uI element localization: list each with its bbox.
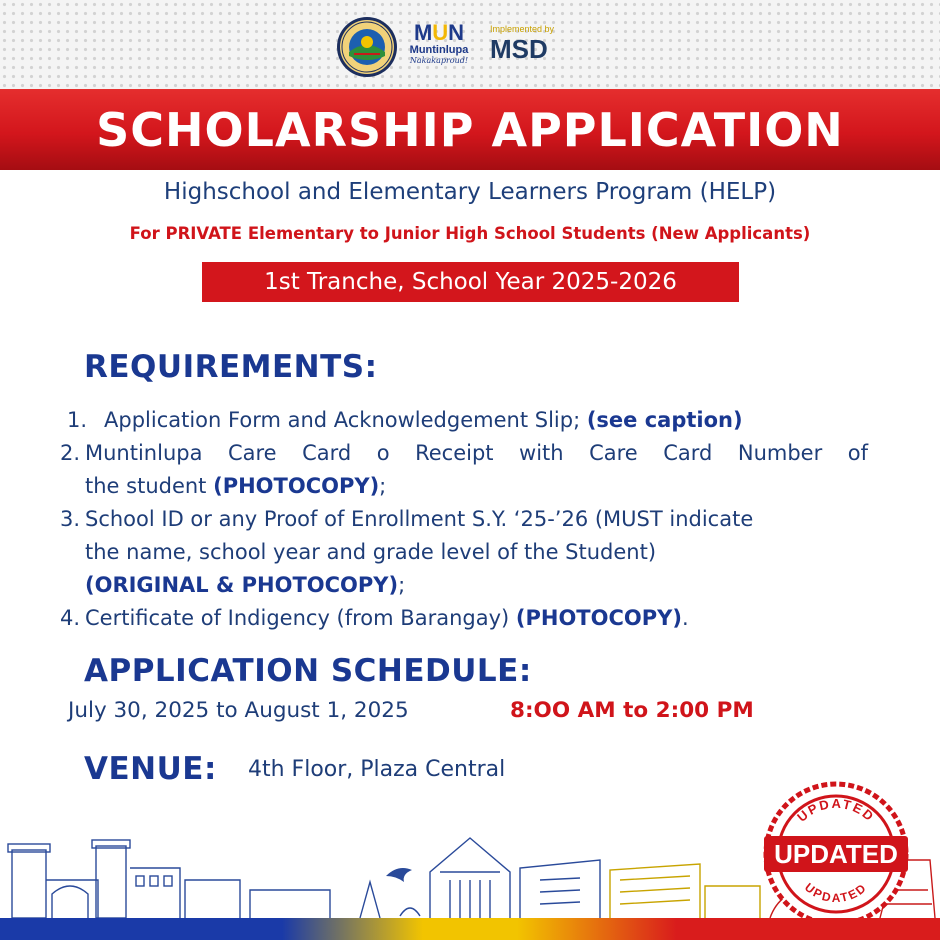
requirement-emphasis: (PHOTOCOPY) bbox=[515, 606, 682, 630]
venue-location: 4th Floor, Plaza Central bbox=[248, 757, 506, 782]
requirement-number: 1. bbox=[67, 408, 88, 432]
city-seal-icon bbox=[336, 16, 398, 78]
requirement-text-line bbox=[85, 470, 868, 503]
updated-stamp-icon bbox=[756, 774, 916, 934]
requirement-emphasis: (PHOTOCOPY) bbox=[213, 474, 380, 498]
requirement-item-4 bbox=[60, 602, 868, 635]
requirement-emphasis: (see caption) bbox=[586, 408, 743, 432]
mun-city-name: Muntinlupa bbox=[409, 44, 469, 56]
footer-color-bar bbox=[0, 918, 940, 940]
requirement-text-cont: the student bbox=[85, 474, 207, 498]
requirement-number: 2. bbox=[60, 441, 81, 465]
requirement-text: Certificate of Indigency (from Barangay) bbox=[85, 606, 510, 630]
stamp-bottom-text: UPDATED bbox=[802, 880, 870, 906]
requirement-text: Application Form and Acknowledgement Slip; bbox=[104, 408, 581, 432]
stamp-top-text: UPDATED bbox=[794, 795, 878, 825]
requirements-heading: REQUIREMENTS: bbox=[84, 349, 378, 385]
msd-logo bbox=[490, 24, 580, 78]
schedule-heading: APPLICATION SCHEDULE: bbox=[84, 653, 532, 689]
requirement-punct: ; bbox=[379, 474, 387, 498]
requirements-list bbox=[60, 404, 868, 635]
schedule-time: 8:OO AM to 2:00 PM bbox=[510, 698, 754, 723]
msd-implemented-by: Implemented by bbox=[490, 24, 555, 34]
schedule-dates: July 30, 2025 to August 1, 2025 bbox=[68, 698, 409, 723]
requirement-punct: ; bbox=[398, 573, 406, 597]
page-title: SCHOLARSHIP APPLICATION bbox=[96, 103, 844, 157]
msd-wordmark: MSD bbox=[490, 34, 548, 64]
muntinlupa-logo bbox=[404, 22, 474, 80]
requirement-item-2 bbox=[60, 437, 868, 503]
requirement-text-line bbox=[85, 437, 868, 470]
requirement-text: School ID or any Proof of Enrollment S.Y. ‘25-’26 (MUST indicate the name, school year and grade level of the Student) bbox=[85, 507, 754, 564]
requirement-item-3 bbox=[60, 503, 868, 602]
program-subtitle: Highschool and Elementary Learners Program (HELP) bbox=[163, 179, 777, 205]
mun-wordmark: MUN bbox=[413, 20, 465, 45]
audience-note: For PRIVATE Elementary to Junior High School Students (New Applicants) bbox=[129, 224, 811, 243]
logo-row bbox=[0, 16, 940, 78]
requirement-number: 3. bbox=[60, 507, 81, 531]
requirement-punct: . bbox=[681, 606, 689, 630]
mun-tagline: Nakakaproud! bbox=[409, 56, 469, 65]
requirement-text: Muntinlupa Care Card o Receipt with Care Card Number of bbox=[85, 441, 868, 465]
requirement-item-1 bbox=[60, 404, 868, 437]
tranche-badge: 1st Tranche, School Year 2025-2026 bbox=[202, 262, 739, 302]
stamp-center-text: UPDATED bbox=[774, 839, 898, 869]
requirement-number: 4. bbox=[60, 606, 81, 630]
venue-heading: VENUE: bbox=[84, 751, 217, 787]
requirement-emphasis: (ORIGINAL & PHOTOCOPY) bbox=[85, 573, 399, 597]
